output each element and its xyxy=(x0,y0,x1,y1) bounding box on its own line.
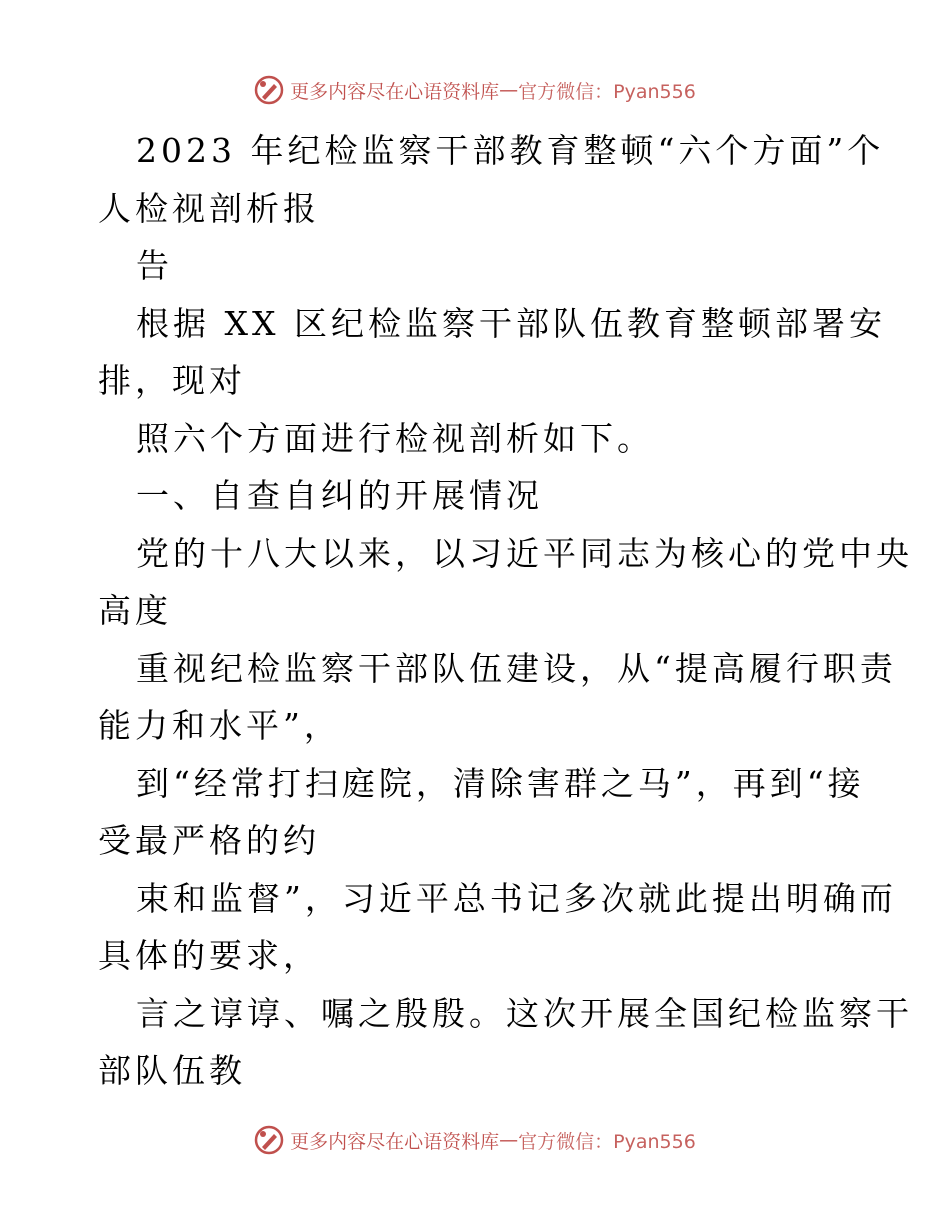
text-line: 告 xyxy=(136,246,173,285)
text-line: 具体的要求， xyxy=(98,936,320,975)
text-line: 能力和水平”， xyxy=(98,706,341,745)
watermark-wechat: 官方微信：Pyan556 xyxy=(518,1130,696,1153)
text-line: 高度 xyxy=(98,591,172,630)
text-line: 重视纪检监察干部队伍建设，从“提高履行职责 xyxy=(136,648,897,688)
pen-logo-icon xyxy=(254,1125,284,1155)
text-line: 根据 XX 区纪检监察干部队伍教育整顿部署安 xyxy=(136,303,886,343)
document-body xyxy=(98,122,913,1100)
footer-watermark xyxy=(0,1120,950,1160)
text-line: 到“经常打扫庭院，清除害群之马”，再到“接 xyxy=(136,763,865,803)
text-line: 排，现对 xyxy=(98,361,246,400)
text-line: 束和监督”，习近平总书记多次就此提出明确而 xyxy=(136,878,897,918)
text-line: 部队伍教 xyxy=(98,1051,246,1090)
header-watermark xyxy=(0,70,950,110)
text-line: 言之谆谆、嘱之殷殷。这次开展全国纪检监察干 xyxy=(136,993,913,1033)
pen-logo-icon xyxy=(254,75,284,105)
watermark-separator: — xyxy=(499,79,519,101)
text-line: 2023 年纪检监察干部教育整顿“六个方面”个 xyxy=(136,131,885,170)
watermark-wechat: 官方微信：Pyan556 xyxy=(518,80,696,103)
text-line: 人检视剖析报 xyxy=(98,188,320,228)
text-line: 照六个方面进行检视剖析如下。 xyxy=(136,418,654,458)
watermark-separator: — xyxy=(499,1129,519,1151)
text-line: 一、自查自纠的开展情况 xyxy=(136,476,543,515)
watermark-text: 更多内容尽在心语资料库 xyxy=(290,1130,500,1153)
text-line: 受最严格的约 xyxy=(98,821,320,860)
watermark-text: 更多内容尽在心语资料库 xyxy=(290,80,500,103)
text-line: 党的十八大以来，以习近平同志为核心的党中央 xyxy=(136,533,913,573)
